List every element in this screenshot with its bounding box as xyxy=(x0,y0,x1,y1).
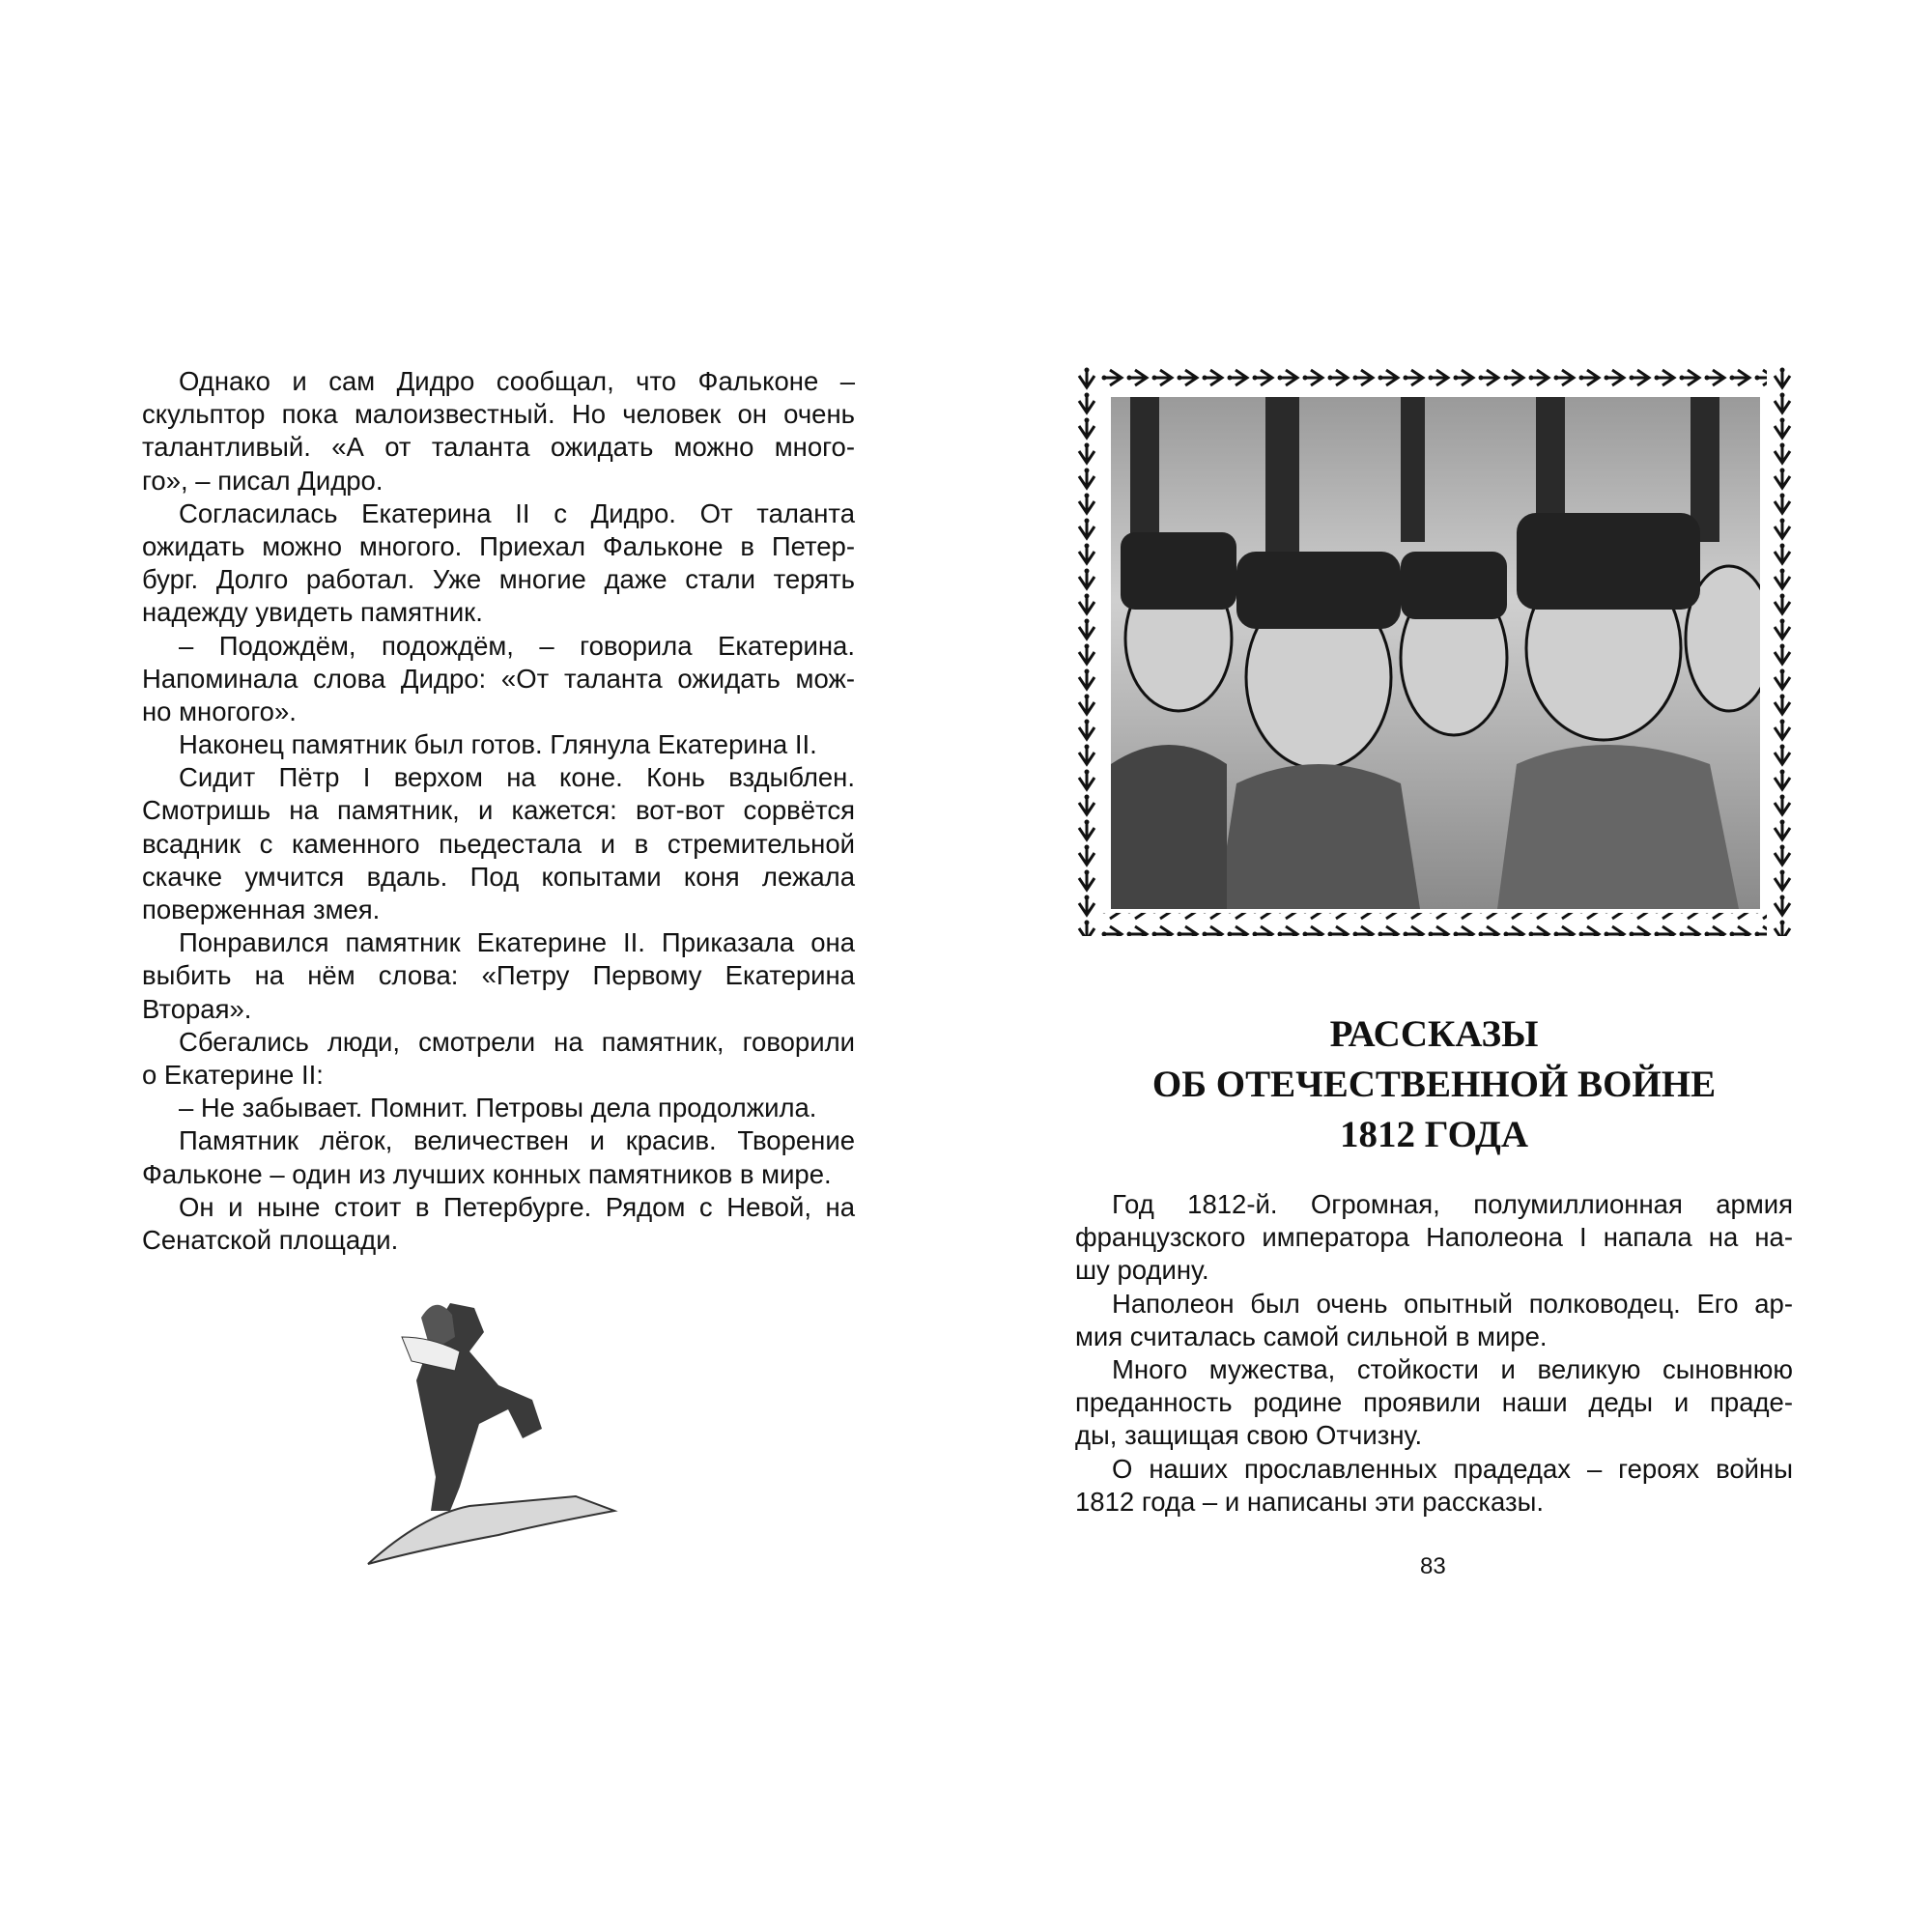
chapter-title xyxy=(1075,1009,1793,1160)
text-line: шу родину. xyxy=(1075,1255,1209,1286)
text-line: Сенатской площади. xyxy=(142,1224,399,1255)
text-line: Согласилась Екатерина II с Дидро. От таланта xyxy=(179,497,855,528)
text-line: Наполеон был очень опытный полководец. Его ар- xyxy=(1112,1288,1793,1319)
text-line: Вторая». xyxy=(142,993,252,1024)
text-line: надежду увидеть памятник. xyxy=(142,597,483,628)
page-number: 83 xyxy=(1420,1553,1446,1579)
text-line: го», – писал Дидро. xyxy=(142,465,384,496)
text-line: Он и ныне стоит в Петербурге. Рядом с Невой, на xyxy=(179,1191,855,1222)
right-page-text xyxy=(1075,1188,1793,1519)
text-line: Сбегались люди, смотрели на памятник, говорили xyxy=(179,1026,855,1057)
text-line: выбить на нём слова: «Петру Первому Екатерина xyxy=(142,960,855,991)
left-page-text xyxy=(142,365,855,1257)
text-line: скачке умчится вдаль. Под копытами коня лежала xyxy=(142,861,855,892)
chapter-title-line: 1812 ГОДА xyxy=(1340,1114,1528,1155)
bronze-horseman-illustration xyxy=(363,1293,624,1569)
text-line: 1812 года – и написаны эти рассказы. xyxy=(1075,1486,1544,1517)
chapter-title-line: ОБ ОТЕЧЕСТВЕННОЙ ВОЙНЕ xyxy=(1151,1064,1717,1105)
text-line: О наших прославленных прадедах – героях войны xyxy=(1112,1453,1793,1484)
text-line: мия считалась самой сильной в мире. xyxy=(1075,1321,1548,1351)
chapter-title-line: РАССКАЗЫ xyxy=(1329,1013,1539,1055)
text-line: о Екатерине II: xyxy=(142,1059,324,1090)
text-line: Напоминала слова Дидро: «От таланта ожидать мож- xyxy=(142,663,855,694)
soldiers-illustration xyxy=(1111,397,1760,909)
text-line: Понравился памятник Екатерине II. Приказала она xyxy=(179,927,855,958)
text-line: – Не забывает. Помнит. Петровы дела продолжила. xyxy=(179,1093,817,1123)
text-line: Однако и сам Дидро сообщал, что Фальконе – xyxy=(179,366,855,396)
text-line: всадник с каменного пьедестала и в стремительной xyxy=(142,828,855,859)
text-line: Много мужества, стойкости и великую сыновнюю xyxy=(1112,1353,1793,1384)
text-line: Памятник лёгок, величествен и красив. Творение xyxy=(179,1125,855,1156)
text-line: преданность родине проявили наши деды и праде- xyxy=(1075,1387,1793,1418)
text-line: ожидать можно многого. Приехал Фальконе в Петер- xyxy=(142,530,855,561)
text-line: бург. Долго работал. Уже многие даже стали терять xyxy=(142,564,855,595)
text-line: талантливый. «А от таланта ожидать можно много- xyxy=(142,432,855,463)
text-line: скульптор пока малоизвестный. Но человек он очень xyxy=(142,399,855,430)
text-line: Год 1812-й. Огромная, полумиллионная армия xyxy=(1112,1189,1793,1219)
text-line: Фальконе – один из лучших конных памятников в мире. xyxy=(142,1158,832,1189)
text-line: французского императора Наполеона I напала на на- xyxy=(1075,1222,1793,1253)
text-line: но многого». xyxy=(142,696,297,726)
text-line: поверженная змея. xyxy=(142,895,381,924)
text-line: Наконец памятник был готов. Глянула Екатерина II. xyxy=(179,729,817,760)
text-line: Смотришь на памятник, и кажется: вот-вот сорвётся xyxy=(142,795,855,826)
text-line: ды, защищая свою Отчизну. xyxy=(1075,1420,1423,1451)
text-line: Сидит Пётр I верхом на коне. Конь вздыблен. xyxy=(179,762,855,793)
text-line: – Подождём, подождём, – говорила Екатерина. xyxy=(179,630,855,661)
